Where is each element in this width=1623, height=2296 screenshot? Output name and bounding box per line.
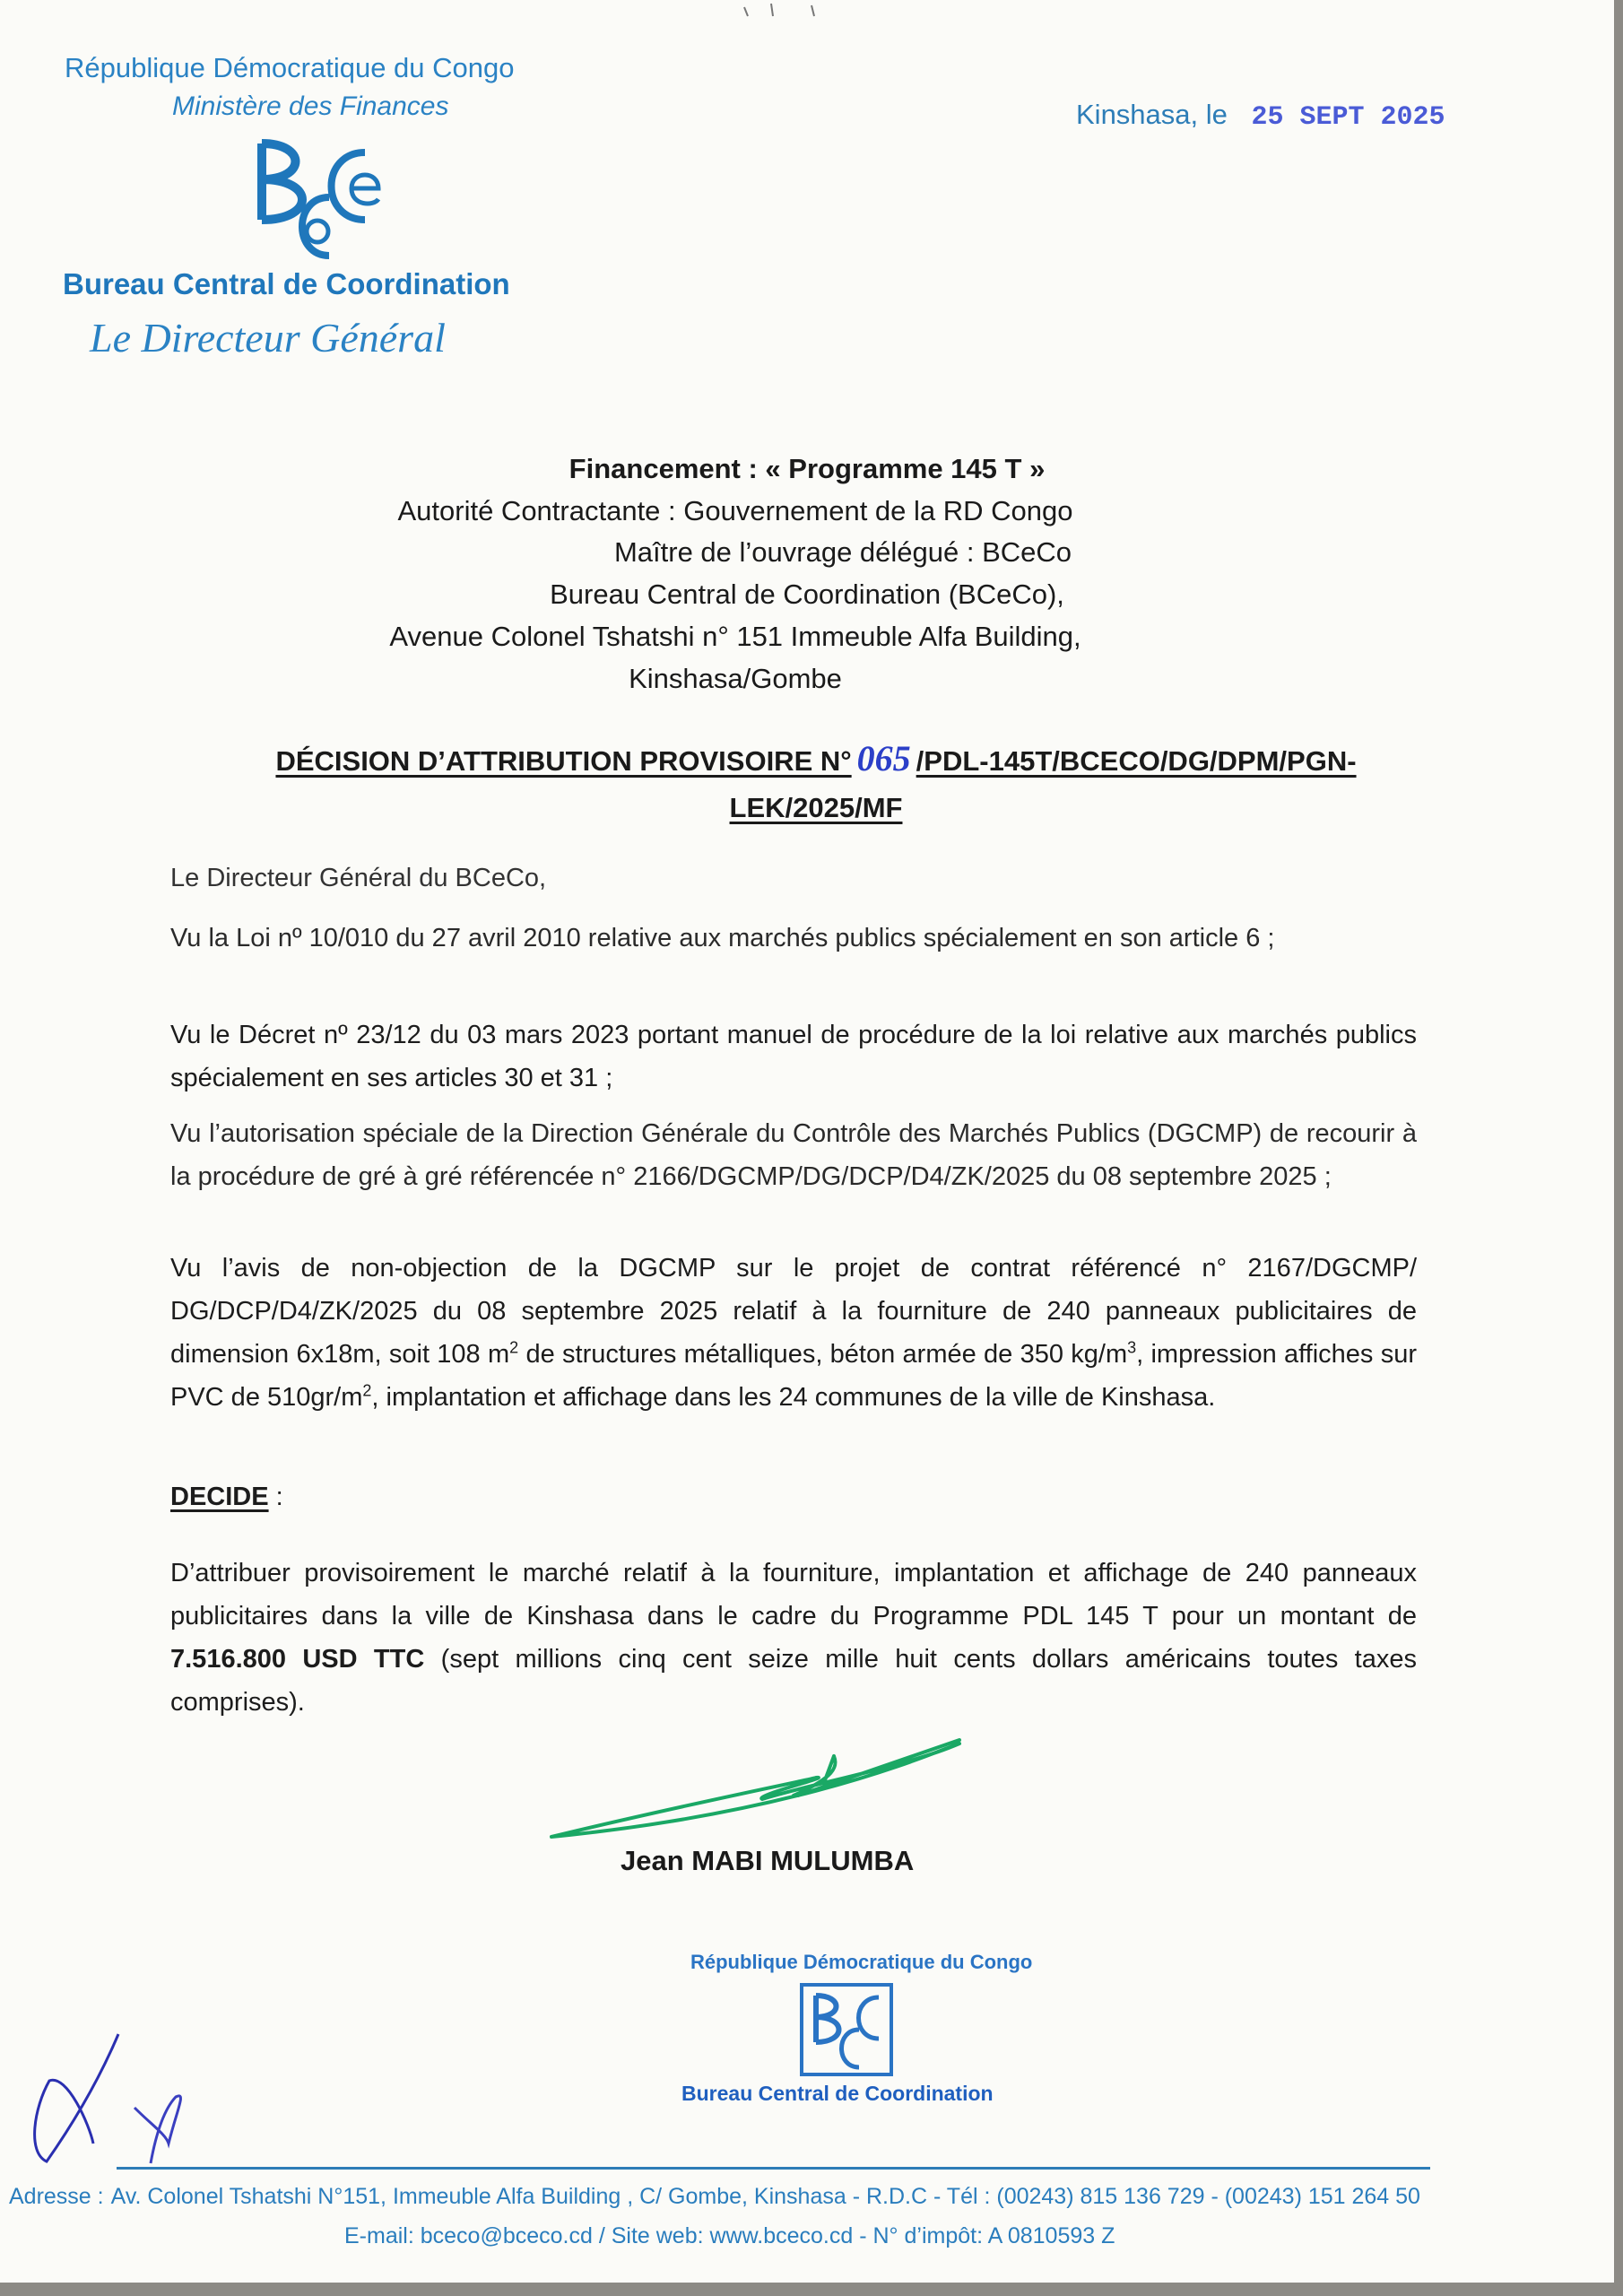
stamp-logo-box xyxy=(800,1983,893,2076)
date-line xyxy=(1076,99,1445,133)
handwritten-initials-icon xyxy=(0,2009,269,2296)
letterhead-ministry: Ministère des Finances xyxy=(172,91,449,121)
financing-line: Avenue Colonel Tshatshi n° 151 Immeuble Alfa Building, xyxy=(389,621,1081,652)
superscript: 3 xyxy=(1127,1338,1137,1357)
date-stamp: 25 SEPT 2025 xyxy=(1251,102,1445,133)
footer-contact: E-mail: bceco@bceco.cd / Site web: www.bceco.cd - N° d’impôt: A 0810593 Z xyxy=(344,2223,1115,2248)
decision-title xyxy=(179,735,1453,831)
footer-address-text: Av. Colonel Tshatshi N°151, Immeuble Alfa Building , C/ Gombe, Kinshasa - R.D.C - Tél : (00243) 815 136 729 - (00243) 151 264 50 xyxy=(110,2184,1420,2209)
decision-handwritten-number: 065 xyxy=(856,738,911,778)
decision-line2: LEK/2025/MF xyxy=(729,792,903,823)
letterhead-republic: République Démocratique du Congo xyxy=(65,52,515,83)
financing-title: Financement : « Programme 145 T » xyxy=(568,453,1046,484)
consideration-authorization: Vu l’autorisation spéciale de la Direction Générale du Contrôle des Marchés Publics (DGCMP) de recourir à la procédure de gré à gré référencée n° 2166/DGCMP/DG/DCP/D4/ZK/2025 du 08 septembre 2025 ; xyxy=(170,1119,1417,1191)
financing-line: Autorité Contractante : Gouvernement de la RD Congo xyxy=(397,495,1073,526)
financing-line: Kinshasa/Gombe xyxy=(629,663,842,694)
footer-address xyxy=(9,2181,1605,2212)
text-segment: , impression affiches sur PVC de 510gr/m xyxy=(170,1340,1418,1412)
consideration-decree: Vu le Décret nº 23/12 du 03 mars 2023 portant manuel de procédure de la loi relative aux marchés publics spécialement en ses articles 30 et 31 ; xyxy=(170,1021,1417,1092)
award-amount: 7.516.800 USD TTC xyxy=(170,1645,425,1674)
financing-line: Maître de l’ouvrage délégué : BCeCo xyxy=(613,536,1072,568)
decision-suffix: /PDL-145T/BCECO/DG/DPM/PGN- xyxy=(916,745,1357,777)
opening-line: Le Directeur Général du BCeCo, xyxy=(170,864,547,892)
text-segment: D’attribuer provisoirement le marché relatif à la fourniture, implantation et affichage de 240 panneaux publicitaires dans la ville de Kinshasa dans le cadre du Programme PDL 145 T pour un montant de xyxy=(170,1559,1417,1631)
footer-divider xyxy=(117,2167,1430,2170)
signatory-name: Jean MABI MULUMBA xyxy=(621,1845,915,1876)
decide-heading xyxy=(170,1475,1417,1518)
financing-line: Bureau Central de Coordination (BCeCo), xyxy=(550,578,1064,610)
stamp-bureau: Bureau Central de Coordination xyxy=(681,2082,994,2105)
decide-label: DECIDE xyxy=(170,1483,269,1511)
decide-colon: : xyxy=(268,1483,283,1511)
consideration-law: Vu la Loi nº 10/010 du 27 avril 2010 relative aux marchés publics spécialement en son article 6 ; xyxy=(170,924,1275,952)
consideration-non-objection xyxy=(170,1247,1417,1419)
text-segment: (sept millions cinq cent seize mille huit cents dollars américains toutes taxes comprises). xyxy=(170,1645,1417,1717)
award-paragraph xyxy=(170,1552,1417,1724)
bceco-logo-icon xyxy=(244,135,387,260)
superscript: 2 xyxy=(509,1338,519,1357)
text-segment: Vu l’avis de non-objection de la DGCMP sur le projet de contrat référencé n° 2167/DGCMP/ DG/DCP/D4/ZK/2025 du 08 septembre 2025 relatif à la fourniture de 240 panneaux publicitaires de dimension 6x18m, soit 108 m xyxy=(170,1254,1417,1369)
date-place-label: Kinshasa, le xyxy=(1076,99,1228,130)
signature-icon xyxy=(538,1731,1121,1839)
letterhead-director-title: Le Directeur Général xyxy=(90,315,446,361)
letterhead-bureau: Bureau Central de Coordination xyxy=(63,267,510,300)
decision-prefix: DÉCISION D’ATTRIBUTION PROVISOIRE N° xyxy=(275,745,852,777)
stamp-republic: République Démocratique du Congo xyxy=(690,1951,1033,1973)
scan-marks-icon xyxy=(0,0,1614,27)
superscript: 2 xyxy=(362,1381,372,1400)
text-segment: , implantation et affichage dans les 24 communes de la ville de Kinshasa. xyxy=(371,1383,1216,1412)
footer-address-label: Adresse : xyxy=(9,2184,104,2209)
text-segment: de structures métalliques, béton armée de 350 kg/m xyxy=(518,1340,1128,1369)
stamp-logo-icon xyxy=(803,1987,890,2073)
official-stamp xyxy=(681,1951,1094,2121)
